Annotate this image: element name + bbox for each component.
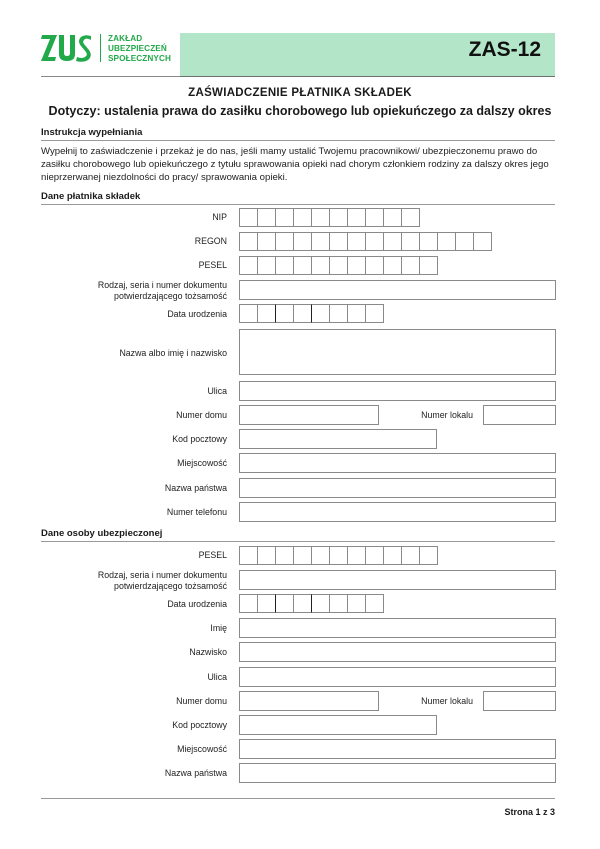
insured-first-name-input[interactable] [239,618,556,638]
digit-cell[interactable] [347,232,366,251]
date-cell[interactable] [275,304,294,323]
digit-cell[interactable] [275,546,294,565]
digit-cell[interactable] [293,546,312,565]
digit-cell[interactable] [293,256,312,275]
logo-wordmark [108,34,171,64]
phone-label: Numer telefonu [166,507,227,517]
last-name-label: Nazwisko [189,647,227,657]
country-label: Nazwa państwa [164,768,227,778]
instructions-heading: Instrukcja wypełniania [41,127,143,138]
payer-house-number-input[interactable] [239,405,379,425]
digit-cell[interactable] [401,232,420,251]
digit-cell[interactable] [239,546,258,565]
country-label: Nazwa państwa [164,483,227,493]
insured-city-input[interactable] [239,739,556,759]
digit-cell[interactable] [239,208,258,227]
digit-cell[interactable] [275,232,294,251]
house-number-label: Numer domu [176,696,227,706]
logo-line-2: UBEZPIECZEŃ [108,44,167,53]
date-cell[interactable] [311,304,330,323]
digit-cell[interactable] [455,232,474,251]
footer-divider [41,798,555,799]
label-line: Rodzaj, seria i numer dokumentu [97,570,227,580]
digit-cell[interactable] [383,256,402,275]
digit-cell[interactable] [257,256,276,275]
insured-street-input[interactable] [239,667,556,687]
insured-country-input[interactable] [239,763,556,783]
payer-city-input[interactable] [239,453,556,473]
date-cell[interactable] [329,304,348,323]
digit-cell[interactable] [293,208,312,227]
digit-cell[interactable] [437,232,456,251]
insured-house-number-input[interactable] [239,691,379,711]
payer-birth-date-field[interactable] [239,304,383,322]
digit-cell[interactable] [365,256,384,275]
pesel-label: PESEL [198,550,227,560]
date-cell[interactable] [275,594,294,613]
payer-pesel-field[interactable] [239,256,437,274]
payer-regon-field[interactable] [239,232,491,250]
digit-cell[interactable] [275,256,294,275]
digit-cell[interactable] [365,232,384,251]
digit-cell[interactable] [383,546,402,565]
label-line: potwierdzającego tożsamość [114,581,227,591]
instructions-text: Wypełnij to zaświadczenie i przekaż je do nas, jeśli mamy ustalić Twojemu pracownikowi/ ubezpieczonemu prawo do zasiłku chorobowego lub opiekuńczego z tytułu sprawowania opieki nad chorym członkiem rodziny za dalszy okres jego nieprzerwanej niezdolności do pracy/ sprawowania opieki. [41,146,549,183]
digit-cell[interactable] [419,256,438,275]
date-cell[interactable] [311,594,330,613]
payer-apartment-number-input[interactable] [483,405,556,425]
payer-section-heading: Dane płatnika składek [41,191,141,202]
digit-cell[interactable] [329,256,348,275]
payer-name-input[interactable] [239,329,556,375]
label-line: potwierdzającego tożsamość [114,291,227,301]
digit-cell[interactable] [257,546,276,565]
digit-cell[interactable] [311,546,330,565]
date-cell[interactable] [347,594,366,613]
section-divider [41,204,555,205]
apartment-number-label: Numer lokalu [421,696,473,706]
date-cell[interactable] [365,304,384,323]
city-label: Miejscowość [177,744,227,754]
header-divider [41,76,180,77]
house-number-label: Numer domu [176,410,227,420]
first-name-label: Imię [210,623,227,633]
payer-phone-input[interactable] [239,502,556,522]
page-number: Strona 1 z 3 [504,807,555,817]
date-cell[interactable] [347,304,366,323]
zus-logo-icon [41,33,93,63]
insured-id-document-input[interactable] [239,570,556,590]
street-label: Ulica [207,386,227,396]
date-cell[interactable] [329,594,348,613]
digit-cell[interactable] [311,208,330,227]
date-cell[interactable] [239,594,258,613]
page-subtitle: Dotyczy: ustalenia prawa do zasiłku chorobowego lub opiekuńczego za dalszy okres [48,104,552,118]
digit-cell[interactable] [257,232,276,251]
digit-cell[interactable] [239,256,258,275]
date-cell[interactable] [293,304,312,323]
digit-cell[interactable] [329,208,348,227]
insured-section-heading: Dane osoby ubezpieczonej [41,528,163,539]
id-document-label [40,280,227,302]
digit-cell[interactable] [347,546,366,565]
digit-cell[interactable] [257,208,276,227]
date-cell[interactable] [293,594,312,613]
digit-cell[interactable] [401,546,420,565]
digit-cell[interactable] [401,208,420,227]
logo-line-1: ZAKŁAD [108,34,143,43]
form-code: ZAS-12 [468,38,541,61]
digit-cell[interactable] [275,208,294,227]
digit-cell[interactable] [347,256,366,275]
insured-pesel-field[interactable] [239,546,437,564]
logo-line-3: SPOŁECZNYCH [108,54,171,63]
digit-cell[interactable] [329,546,348,565]
street-label: Ulica [207,672,227,682]
pesel-label: PESEL [198,260,227,270]
digit-cell[interactable] [293,232,312,251]
digit-cell[interactable] [311,232,330,251]
header-bar [180,33,555,77]
digit-cell[interactable] [383,232,402,251]
postal-code-label: Kod pocztowy [172,434,227,444]
digit-cell[interactable] [473,232,492,251]
birth-date-label: Data urodzenia [167,309,227,319]
digit-cell[interactable] [365,546,384,565]
logo-separator [100,34,101,62]
digit-cell[interactable] [311,256,330,275]
postal-code-label: Kod pocztowy [172,720,227,730]
payer-country-input[interactable] [239,478,556,498]
digit-cell[interactable] [365,208,384,227]
insured-last-name-input[interactable] [239,642,556,662]
digit-cell[interactable] [401,256,420,275]
insured-apartment-number-input[interactable] [483,691,556,711]
page-title: ZAŚWIADCZENIE PŁATNIKA SKŁADEK [188,87,412,99]
payer-street-input[interactable] [239,381,556,401]
nip-label: NIP [212,212,227,222]
section-divider [41,140,555,141]
digit-cell[interactable] [329,232,348,251]
date-cell[interactable] [239,304,258,323]
insured-postal-code-input[interactable] [239,715,437,735]
id-document-label [40,570,227,592]
date-cell[interactable] [257,594,276,613]
apartment-number-label: Numer lokalu [421,410,473,420]
payer-postal-code-input[interactable] [239,429,437,449]
digit-cell[interactable] [239,232,258,251]
digit-cell[interactable] [383,208,402,227]
name-label: Nazwa albo imię i nazwisko [119,348,227,358]
birth-date-label: Data urodzenia [167,599,227,609]
city-label: Miejscowość [177,458,227,468]
digit-cell[interactable] [419,546,438,565]
label-line: Rodzaj, seria i numer dokumentu [97,280,227,290]
insured-birth-date-field[interactable] [239,594,383,612]
date-cell[interactable] [365,594,384,613]
digit-cell[interactable] [419,232,438,251]
digit-cell[interactable] [347,208,366,227]
section-divider [41,541,555,542]
payer-id-document-input[interactable] [239,280,556,300]
payer-nip-field[interactable] [239,208,419,226]
date-cell[interactable] [257,304,276,323]
regon-label: REGON [194,236,227,246]
